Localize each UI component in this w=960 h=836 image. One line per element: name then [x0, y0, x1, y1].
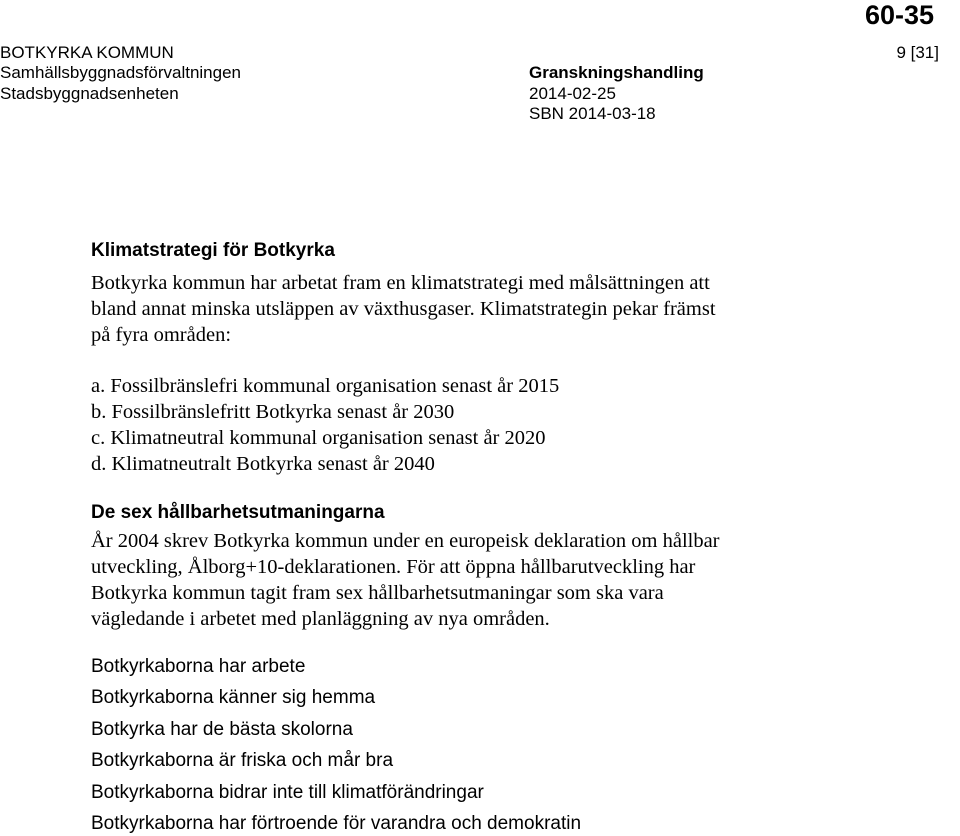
paragraph-line: År 2004 skrev Botkyrka kommun under en europeisk deklaration om hållbar — [91, 530, 720, 552]
paragraph-line: bland annat minska utsläppen av växthusgaser. Klimatstrategin pekar främst — [91, 298, 716, 320]
paragraph-line: Botkyrka kommun har arbetat fram en klimatstrategi med målsättningen att — [91, 272, 710, 294]
page-number: 9 [31] — [896, 43, 939, 62]
goal-item: Botkyrkaborna har arbete — [91, 656, 306, 677]
goal-item: Botkyrkaborna är friska och mår bra — [91, 750, 394, 771]
sbn-date: SBN 2014-03-18 — [529, 104, 656, 123]
organization-name: BOTKYRKA KOMMUN — [0, 43, 174, 62]
document-date: 2014-02-25 — [529, 84, 616, 103]
document-status: Granskningshandling — [529, 63, 704, 82]
klimatstrategi-paragraph — [91, 270, 716, 348]
klimatstrategi-list — [91, 373, 559, 477]
list-item: a. Fossilbränslefri kommunal organisation senast år 2015 — [91, 375, 560, 397]
paragraph-line: på fyra områden: — [91, 324, 232, 346]
goal-item: Botkyrkaborna bidrar inte till klimatförändringar — [91, 782, 484, 803]
section-title-klimatstrategi: Klimatstrategi för Botkyrka — [91, 240, 335, 261]
paragraph-line: vägledande i arbetet med planläggning av nya områden. — [91, 608, 550, 630]
list-item: c. Klimatneutral kommunal organisation senast år 2020 — [91, 427, 546, 449]
department-name: Samhällsbyggnadsförvaltningen — [0, 63, 241, 82]
hallbarhet-paragraph — [91, 528, 720, 632]
goal-item: Botkyrkaborna känner sig hemma — [91, 687, 376, 708]
goal-item: Botkyrkaborna har förtroende för varandra och demokratin — [91, 813, 582, 834]
section-title-hallbarhetsutmaningar: De sex hållbarhetsutmaningarna — [91, 502, 385, 523]
goal-item: Botkyrka har de bästa skolorna — [91, 719, 353, 740]
unit-name: Stadsbyggnadsenheten — [0, 84, 179, 103]
list-item: d. Klimatneutralt Botkyrka senast år 2040 — [91, 453, 435, 475]
list-item: b. Fossilbränslefritt Botkyrka senast år 2030 — [91, 401, 455, 423]
document-number: 60-35 — [864, 0, 934, 30]
paragraph-line: Botkyrka kommun tagit fram sex hållbarhetsutmaningar som ska vara — [91, 582, 664, 604]
paragraph-line: utveckling, Ålborg+10-deklarationen. För att öppna hållbarutveckling har — [91, 556, 696, 578]
